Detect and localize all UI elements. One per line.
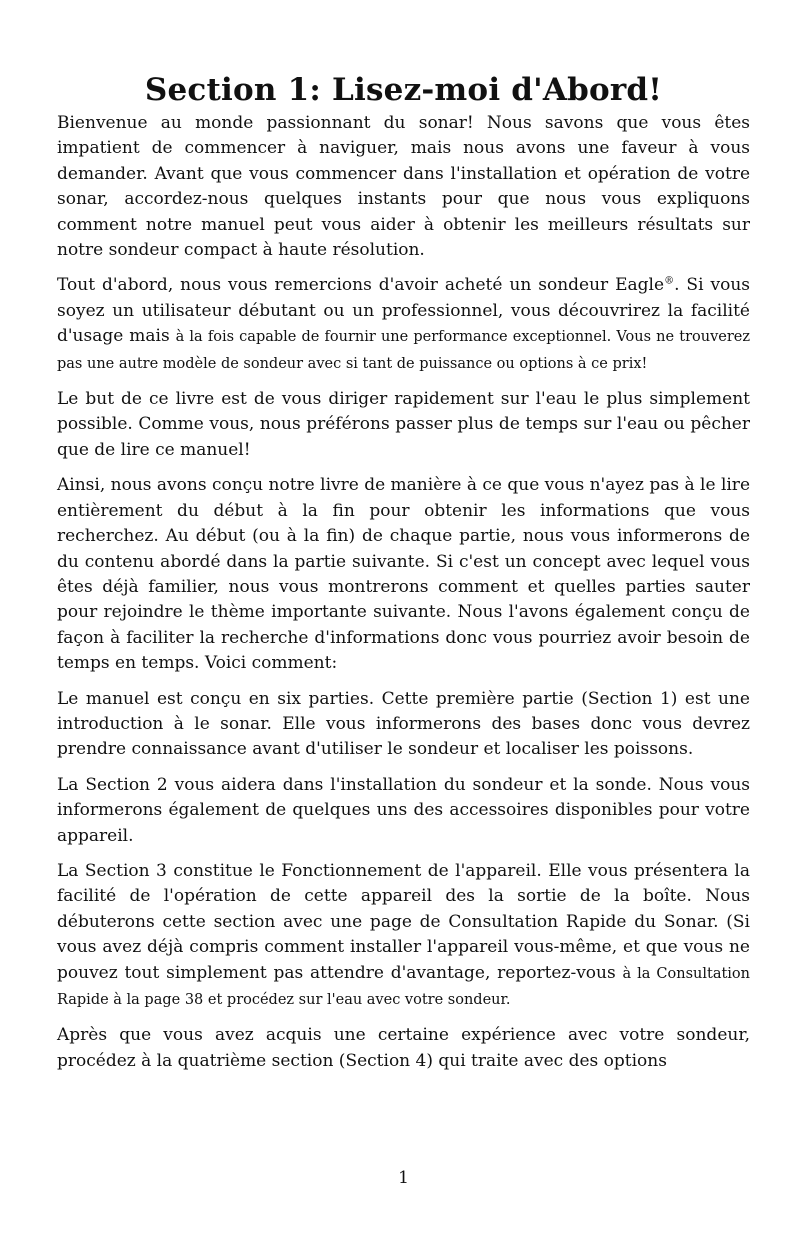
paragraph-section-3 (57, 859, 750, 1013)
section-title: Section 1: Lisez-moi d'Abord! (144, 72, 663, 108)
paragraph-section-3-text: La Section 3 constitue le Fonctionnement de l'appareil. Elle vous présentera la facilité de l'opération de cette appareil des la sortie de la boîte. Nous débuterons cette section avec une page de Consultation Rapide du Sonar. (Si vous avez déjà compris comment installer l'appareil vous-même, et que vous ne pouvez tout simplement pas attendre d'avantage, reportez-vous (57, 860, 750, 983)
paragraph-section-4: Après que vous avez acquis une certaine expérience avec votre sondeur, procédez à la quatrième section (Section 4) qui traite avec des options (57, 1025, 750, 1071)
paragraph-thanks (57, 273, 750, 377)
paragraph-thanks-text-a: Tout d'abord, nous vous remercions d'avoir acheté un sondeur Eagle (57, 275, 665, 296)
paragraph-welcome: Bienvenue au monde passionnant du sonar! Nous savons que vous êtes impatient de commencer à naviguer, mais nous avons une faveur à vous demander. Avant que vous commencer dans l'installation et opération de votre sonar, accordez-nous quelques instants pour que nous vous expliquons comment notre manuel peut vous aider à obtenir les meilleurs résultats sur notre sondeur compact à haute résolution. (57, 113, 750, 261)
paragraph-section-2: La Section 2 vous aidera dans l'installation du sondeur et la sonde. Nous vous informerons également de quelques uns des accessoires disponibles pour votre appareil. (57, 774, 750, 846)
paragraph-thanks-small-text: à la fois capable de fournir une performance exceptionnel. Vous ne trouverez pas une autre modèle de sondeur avec si tant de puissance ou options à ce prix! (57, 329, 750, 372)
paragraph-section-3-small-text: à la Consultation Rapide à la page 38 et procédez sur l'eau avec votre sondeur. (57, 965, 750, 1008)
paragraph-purpose: Le but de ce livre est de vous diriger rapidement sur l'eau le plus simplement possible. Comme vous, nous préférons passer plus de temps sur l'eau ou pêcher que de lire ce manuel! (57, 389, 750, 460)
paragraph-thanks-text-b: . Si vous soyez un utilisateur débutant ou un professionnel, vous découvrirez la facilité d'usage mais (57, 275, 750, 347)
page-number: 1 (398, 1168, 409, 1188)
manual-page (57, 70, 750, 1084)
paragraph-design: Ainsi, nous avons conçu notre livre de manière à ce que vous n'ayez pas à le lire entièrement du début à la fin pour obtenir les informations que vous recherchez. Au début (ou à la fin) de chaque partie, nous vous informerons de du contenu abordé dans la partie suivante. Si c'est un concept avec lequel vous êtes déjà familier, nous vous montrerons comment et quelles parties sauter pour rejoindre le thème importante suivante. Nous l'avons également conçu de façon à faciliter la recherche d'informations donc vous pourriez avoir besoin de temps en temps. Voici comment: (57, 475, 750, 674)
registered-mark: ® (664, 275, 675, 287)
paragraph-section-1: Le manuel est conçu en six parties. Cette première partie (Section 1) est une introduction à le sonar. Elle vous informerons des bases donc vous devrez prendre connaissance avant d'utiliser le sondeur et localiser les poissons. (57, 688, 750, 760)
